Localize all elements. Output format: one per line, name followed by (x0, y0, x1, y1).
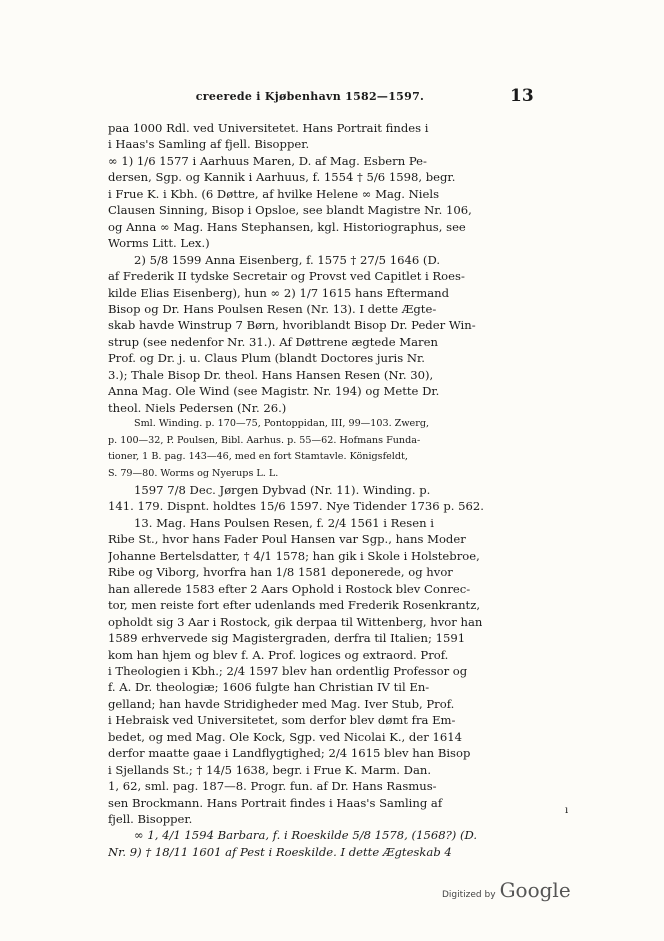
text-line: bedet, og med Mag. Ole Kock, Sgp. ved Nicolai K., der 1614 (108, 729, 462, 744)
text-line: gelland; han havde Stridigheder med Mag. Iver Stub, Prof. (108, 696, 455, 711)
text-line: derfor maatte gaae i Landflygtighed; 2/4 1615 blev han Bisop (108, 746, 471, 761)
text-line: i Haas's Samling af fjell. Bisopper. (108, 137, 310, 152)
body-text (108, 120, 548, 860)
text-line: tioner, 1 B. pag. 143—46, med en fort Stamtavle. Königsfeldt, (108, 451, 408, 463)
text-line: opholdt sig 3 Aar i Rostock, gik derpaa til Wittenberg, hvor han (108, 614, 483, 629)
text-line: 1589 erhvervede sig Magistergraden, derfra til Italien; 1591 (108, 631, 466, 646)
text-line: Sml. Winding. p. 170—75, Pontoppidan, III, 99—103. Zwerg, (134, 418, 430, 430)
text-line: 141. 179. Dispnt. holdtes 15/6 1597. Nye Tidender 1736 p. 562. (108, 499, 484, 514)
text-line: Johanne Bertelsdatter, † 4/1 1578; han gik i Skole i Holstebroe, (108, 548, 480, 563)
text-line: i Hebraisk ved Universitetet, som derfor blev dømt fra Em- (108, 713, 456, 728)
text-line: og Anna ∞ Mag. Hans Stephansen, kgl. Historiographus, see (108, 219, 466, 234)
margin-mark: ı (565, 805, 569, 816)
text-line: p. 100—32, P. Poulsen, Bibl. Aarhus. p. 55—62. Hofmans Funda- (108, 434, 421, 446)
text-line: han allerede 1583 efter 2 Aars Ophold i Rostock blev Conrec- (108, 581, 471, 596)
text-line: 2) 5/8 1599 Anna Eisenberg, f. 1575 † 27/5 1646 (D. (134, 252, 441, 267)
text-line: af Frederik II tydske Secretair og Provst ved Capitlet i Roes- (108, 269, 465, 284)
text-line: Ribe og Viborg, hvorfra han 1/8 1581 deponerede, og hvor (108, 565, 453, 580)
text-line: i Frue K. i Kbh. (6 Døttre, af hvilke Helene ∞ Mag. Niels (108, 186, 440, 201)
text-line: 13. Mag. Hans Poulsen Resen, f. 2/4 1561 i Resen i (134, 515, 434, 530)
text-line: ∞ 1, 4/1 1594 Barbara, f. i Roeskilde 5/8 1578, (1568?) (D. (134, 828, 478, 843)
digitized-label: Digitized by (442, 890, 496, 900)
text-line: sen Brockmann. Hans Portrait findes i Haas's Samling af (108, 795, 443, 810)
digitized-watermark (442, 878, 571, 902)
text-line: kilde Elias Eisenberg), hun ∞ 2) 1/7 1615 hans Eftermand (108, 285, 450, 300)
text-line: Worms Litt. Lex.) (108, 236, 210, 251)
text-line: Nr. 9) † 18/11 1601 af Pest i Roeskilde. I dette Ægteskab 4 (108, 844, 452, 859)
text-line: skab havde Winstrup 7 Børn, hvoriblandt Bisop Dr. Peder Win- (108, 318, 476, 333)
text-line: Anna Mag. Ole Wind (see Magistr. Nr. 194) og Mette Dr. (108, 384, 440, 399)
text-line: dersen, Sgp. og Kannik i Aarhuus, f. 1554 † 5/6 1598, begr. (108, 170, 456, 185)
text-line: ∞ 1) 1/6 1577 i Aarhuus Maren, D. af Mag. Esbern Pe- (108, 153, 427, 168)
text-line: paa 1000 Rdl. ved Universitetet. Hans Portrait findes i (108, 121, 429, 135)
text-line: Clausen Sinning, Bisop i Opsloe, see blandt Magistre Nr. 106, (108, 203, 472, 218)
text-line: kom han hjem og blev f. A. Prof. logices og extraord. Prof. (108, 647, 449, 662)
text-line: i Sjellands St.; † 14/5 1638, begr. i Frue K. Marm. Dan. (108, 762, 432, 777)
text-line: S. 79—80. Worms og Nyerups L. L. (108, 467, 279, 479)
text-line: strup (see nedenfor Nr. 31.). Af Døttrene ægtede Maren (108, 334, 438, 349)
text-line: 1597 7/8 Dec. Jørgen Dybvad (Nr. 11). Winding. p. (134, 482, 431, 497)
text-line: Ribe St., hvor hans Fader Poul Hansen var Sgp., hans Moder (108, 532, 466, 547)
running-header: creerede i Kjøbenhavn 1582—1597. (195, 90, 425, 103)
text-line: 1, 62, sml. pag. 187—8. Progr. fun. af Dr. Hans Rasmus- (108, 779, 437, 794)
text-line: f. A. Dr. theologiæ; 1606 fulgte han Christian IV til En- (108, 680, 430, 695)
text-line: i Theologien i Kbh.; 2/4 1597 blev han ordentlig Professor og (108, 663, 468, 678)
text-line: Bisop og Dr. Hans Poulsen Resen (Nr. 13). I dette Ægte- (108, 301, 437, 316)
text-line: 3.); Thale Bisop Dr. theol. Hans Hansen Resen (Nr. 30), (108, 367, 434, 382)
text-line: theol. Niels Pedersen (Nr. 26.) (108, 400, 287, 415)
google-logo: Google (499, 878, 571, 902)
text-line: Prof. og Dr. j. u. Claus Plum (blandt Doctores juris Nr. (108, 351, 425, 366)
text-line: fjell. Bisopper. (108, 812, 193, 827)
text-line: tor, men reiste fort efter udenlands med Frederik Rosenkrantz, (108, 598, 481, 613)
page-number: 13 (510, 86, 534, 106)
